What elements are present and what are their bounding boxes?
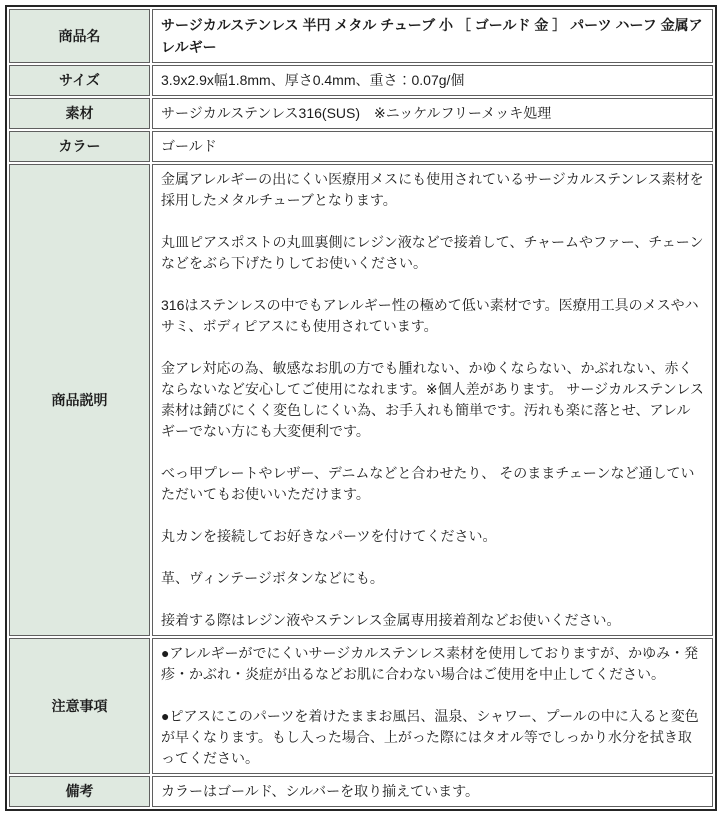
color-label: カラー (9, 131, 150, 162)
color-value: ゴールド (152, 131, 713, 162)
spec-row-cautions (9, 638, 713, 774)
spec-row-size (9, 65, 713, 96)
product-name-label: 商品名 (9, 9, 150, 63)
remarks-value: カラーはゴールド、シルバーを取り揃えています。 (152, 776, 713, 807)
product-name-value: サージカルステンレス 半円 メタル チューブ 小 ［ ゴールド 金 ］ パーツ ハーフ 金属アレルギー (152, 9, 713, 63)
description-paragraph: 316はステンレスの中でもアレルギー性の極めて低い素材です。医療用工具のメスやハサミ、ボディピアスにも使用されています。 (161, 297, 699, 334)
caution-paragraph: ●アレルギーがでにくいサージカルステンレス素材を使用しておりますが、かゆみ・発疹・かぶれ・炎症が出るなどお肌に合わない場合はご使用を中止してください。 (161, 645, 699, 682)
remarks-label: 備考 (9, 776, 150, 807)
size-value: 3.9x2.9x幅1.8mm、厚さ0.4mm、重さ：0.07g/個 (152, 65, 713, 96)
material-value: サージカルステンレス316(SUS) ※ニッケルフリーメッキ処理 (152, 98, 713, 129)
spec-row-description (9, 164, 713, 636)
description-paragraph: 金アレ対応の為、敏感なお肌の方でも腫れない、かゆくならない、かぶれない、赤くならないなど安心してご使用になれます。※個人差があります。 サージカルステンレス素材は錆びにくく変色しにくい為、お手入れも簡単です。汚れも楽に落とせ、アレルギーでない方にも大変便利です。 (161, 360, 704, 439)
spec-row-product-name (9, 9, 713, 63)
material-label: 素材 (9, 98, 150, 129)
size-label: サイズ (9, 65, 150, 96)
cautions-label: 注意事項 (9, 638, 150, 774)
description-paragraph: 丸カンを接続してお好きなパーツを付けてください。 (161, 528, 497, 544)
product-spec-table (5, 5, 717, 811)
spec-row-remarks (9, 776, 713, 807)
cautions-value (152, 638, 713, 774)
spec-row-color (9, 131, 713, 162)
description-paragraph: 丸皿ピアスポストの丸皿裏側にレジン液などで接着して、チャームやファー、チェーンなどをぶら下げたりしてお使いください。 (161, 234, 704, 271)
description-paragraph: 革、ヴィンテージボタンなどにも。 (161, 570, 384, 586)
spec-row-material (9, 98, 713, 129)
description-label: 商品説明 (9, 164, 150, 636)
description-paragraph: べっ甲プレートやレザー、デニムなどと合わせたり、 そのままチェーンなど通していただいてもお使いいただけます。 (161, 465, 695, 502)
description-paragraph: 接着する際はレジン液やステンレス金属専用接着剤などお使いください。 (161, 612, 621, 628)
description-value (152, 164, 713, 636)
caution-paragraph: ●ピアスにこのパーツを着けたままお風呂、温泉、シャワー、プールの中に入ると変色が早くなります。もし入った場合、上がった際にはタオル等でしっかり水分を拭き取ってください。 (161, 708, 699, 766)
description-paragraph: 金属アレルギーの出にくい医療用メスにも使用されているサージカルステンレス素材を採用したメタルチューブとなります。 (161, 171, 704, 208)
